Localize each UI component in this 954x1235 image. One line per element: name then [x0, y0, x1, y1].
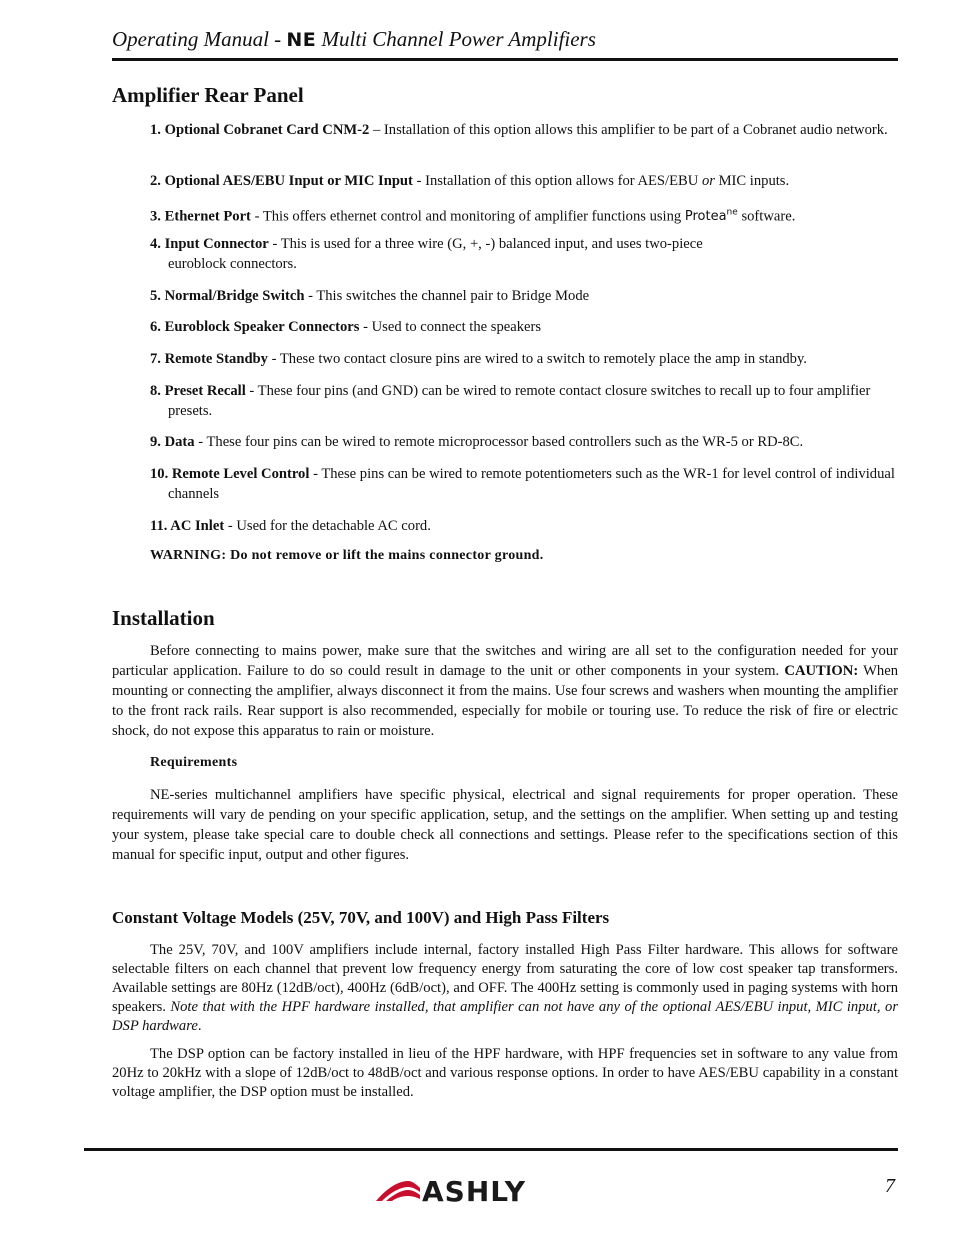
warning-text: WARNING: Do not remove or lift the mains connector ground.: [150, 548, 544, 563]
list-item: [150, 432, 916, 452]
item-text: - These two contact closure pins are wired to a switch to remotely place the amp in standby.: [267, 351, 807, 367]
item-label: 6. Euroblock Speaker Connectors: [150, 319, 360, 335]
item-text: - Used to connect the speakers: [359, 319, 542, 335]
rear-panel-heading: Amplifier Rear Panel: [112, 83, 304, 107]
cv-italic-note: Note that with the HPF hardware installed, that amplifier can not have any of the optional AES/EBU input, MIC input, or DSP hardware: [112, 999, 898, 1034]
item-text: MIC inputs.: [714, 173, 790, 189]
protea-brand: [685, 209, 738, 224]
item-text: - These four pins can be wired to remote microprocessor based controllers such as the WR-5 or RD-8C.: [194, 434, 804, 450]
page-number: 7: [885, 1175, 895, 1197]
header-title-suffix: Multi Channel Power Amplifiers: [316, 27, 596, 51]
list-item: [150, 349, 916, 369]
cv-text-end: .: [197, 1018, 202, 1034]
item-label: 11. AC Inlet: [150, 518, 225, 534]
list-item: [150, 171, 916, 191]
item-label: 5. Normal/Bridge Switch: [150, 288, 305, 304]
requirements-paragraph: NE-series multichannel amplifiers have specific physical, electrical and signal requirements for proper operation. These requirements will vary de pending on your specific application, setup, and the settings on the amplifier. When setting up and testing your system, please take special care to double check all connections and settings. Please refer to the specifications section of this manual for specific input, output and other figures.: [112, 787, 898, 863]
protea-brand-name: Protea: [684, 209, 727, 225]
item-label: 10. Remote Level Control: [150, 466, 310, 482]
header-title-prefix: Operating Manual -: [112, 27, 287, 51]
item-text: - These pins can be wired to remote potentiometers such as the WR-1 for level control of individual channels: [168, 466, 895, 502]
ashly-logo: [374, 1174, 574, 1206]
caution-text: When mounting or connecting the amplifier, always disconnect it from the mains. Use four screws and washers when mounting the amplifier to the front rack rails. Rear support is also recommended, especially for mobile or touring use. To reduce the risk of fire or electric shock, do not expose this apparatus to rain or moisture.: [112, 663, 898, 739]
constant-voltage-paragraph-1: [112, 941, 898, 1036]
item-label: 7. Remote Standby: [150, 351, 268, 367]
item-label: 3. Ethernet Port: [150, 208, 251, 225]
item-label: 8. Preset Recall: [150, 383, 246, 399]
list-item: [150, 317, 916, 337]
item-label: 9. Data: [150, 434, 195, 450]
caution-label: CAUTION:: [784, 663, 859, 679]
ashly-logo-text: ASHLY: [422, 1175, 527, 1206]
cv-text: The 25V, 70V, and 100V amplifiers include internal, factory installed High Pass Filter hardware. This allows for software selectable filters on each channel that prevent low frequency energy from saturating the core of low cost speaker tap transformers. Available settings are 80Hz (12dB/oct), 400Hz (6dB/oct), and OFF. The 400Hz setting is commonly used in paging systems with horn speakers.: [112, 942, 898, 1015]
list-item: [150, 286, 916, 306]
item-label: 4. Input Connector: [150, 236, 269, 252]
footer-rule: [84, 1148, 898, 1151]
item-text: euroblock connectors.: [168, 256, 297, 272]
item-text: software.: [737, 208, 796, 225]
item-text: - These four pins (and GND) can be wired to remote contact closure switches to recall up to four amplifier presets.: [168, 383, 871, 419]
list-item: [150, 120, 916, 140]
list-item: [150, 464, 916, 504]
list-item: [150, 234, 916, 274]
item-label: 2. Optional AES/EBU Input or MIC Input: [150, 173, 413, 189]
list-item: [150, 516, 916, 536]
item-text: - Installation of this option allows for AES/EBU: [412, 173, 702, 189]
constant-voltage-heading: Constant Voltage Models (25V, 70V, and 100V) and High Pass Filters: [112, 908, 610, 927]
list-item: [150, 381, 916, 421]
requirements-heading: Requirements: [150, 755, 238, 770]
item-text: - This is used for a three wire (G, +, -) balanced input, and uses two-piece: [268, 236, 703, 252]
header-title-ne: NE: [286, 29, 317, 51]
header-title: [112, 26, 898, 53]
item-text: - Used for the detachable AC cord.: [224, 518, 431, 534]
installation-text: Before connecting to mains power, make sure that the switches and wiring are all set to the configuration needed for your particular application. Failure to do so could result in damage to the unit or other components in your system.: [112, 643, 898, 679]
item-text: - This offers ethernet control and monitoring of amplifier functions using: [250, 208, 685, 225]
item-text: – Installation of this option allows this amplifier to be part of a Cobranet audio network.: [369, 122, 888, 138]
installation-heading: Installation: [112, 606, 215, 630]
item-label: 1. Optional Cobranet Card CNM-2: [150, 122, 370, 138]
list-item: [150, 203, 916, 227]
constant-voltage-paragraph-2: The DSP option can be factory installed in lieu of the HPF hardware, with HPF frequencies set in software to any value from 20Hz to 20kHz with a slope of 12dB/oct to 48dB/oct and various response options. In order to have AES/EBU capability in a constant voltage amplifier, the DSP option must be installed.: [112, 1046, 898, 1100]
item-text: - This switches the channel pair to Bridge Mode: [304, 288, 590, 304]
installation-paragraph: [112, 641, 898, 741]
item-emphasis: or: [701, 173, 715, 189]
protea-brand-sup: ne: [726, 208, 738, 218]
ashly-logo-mark: [376, 1181, 420, 1201]
page-header: [112, 26, 898, 61]
